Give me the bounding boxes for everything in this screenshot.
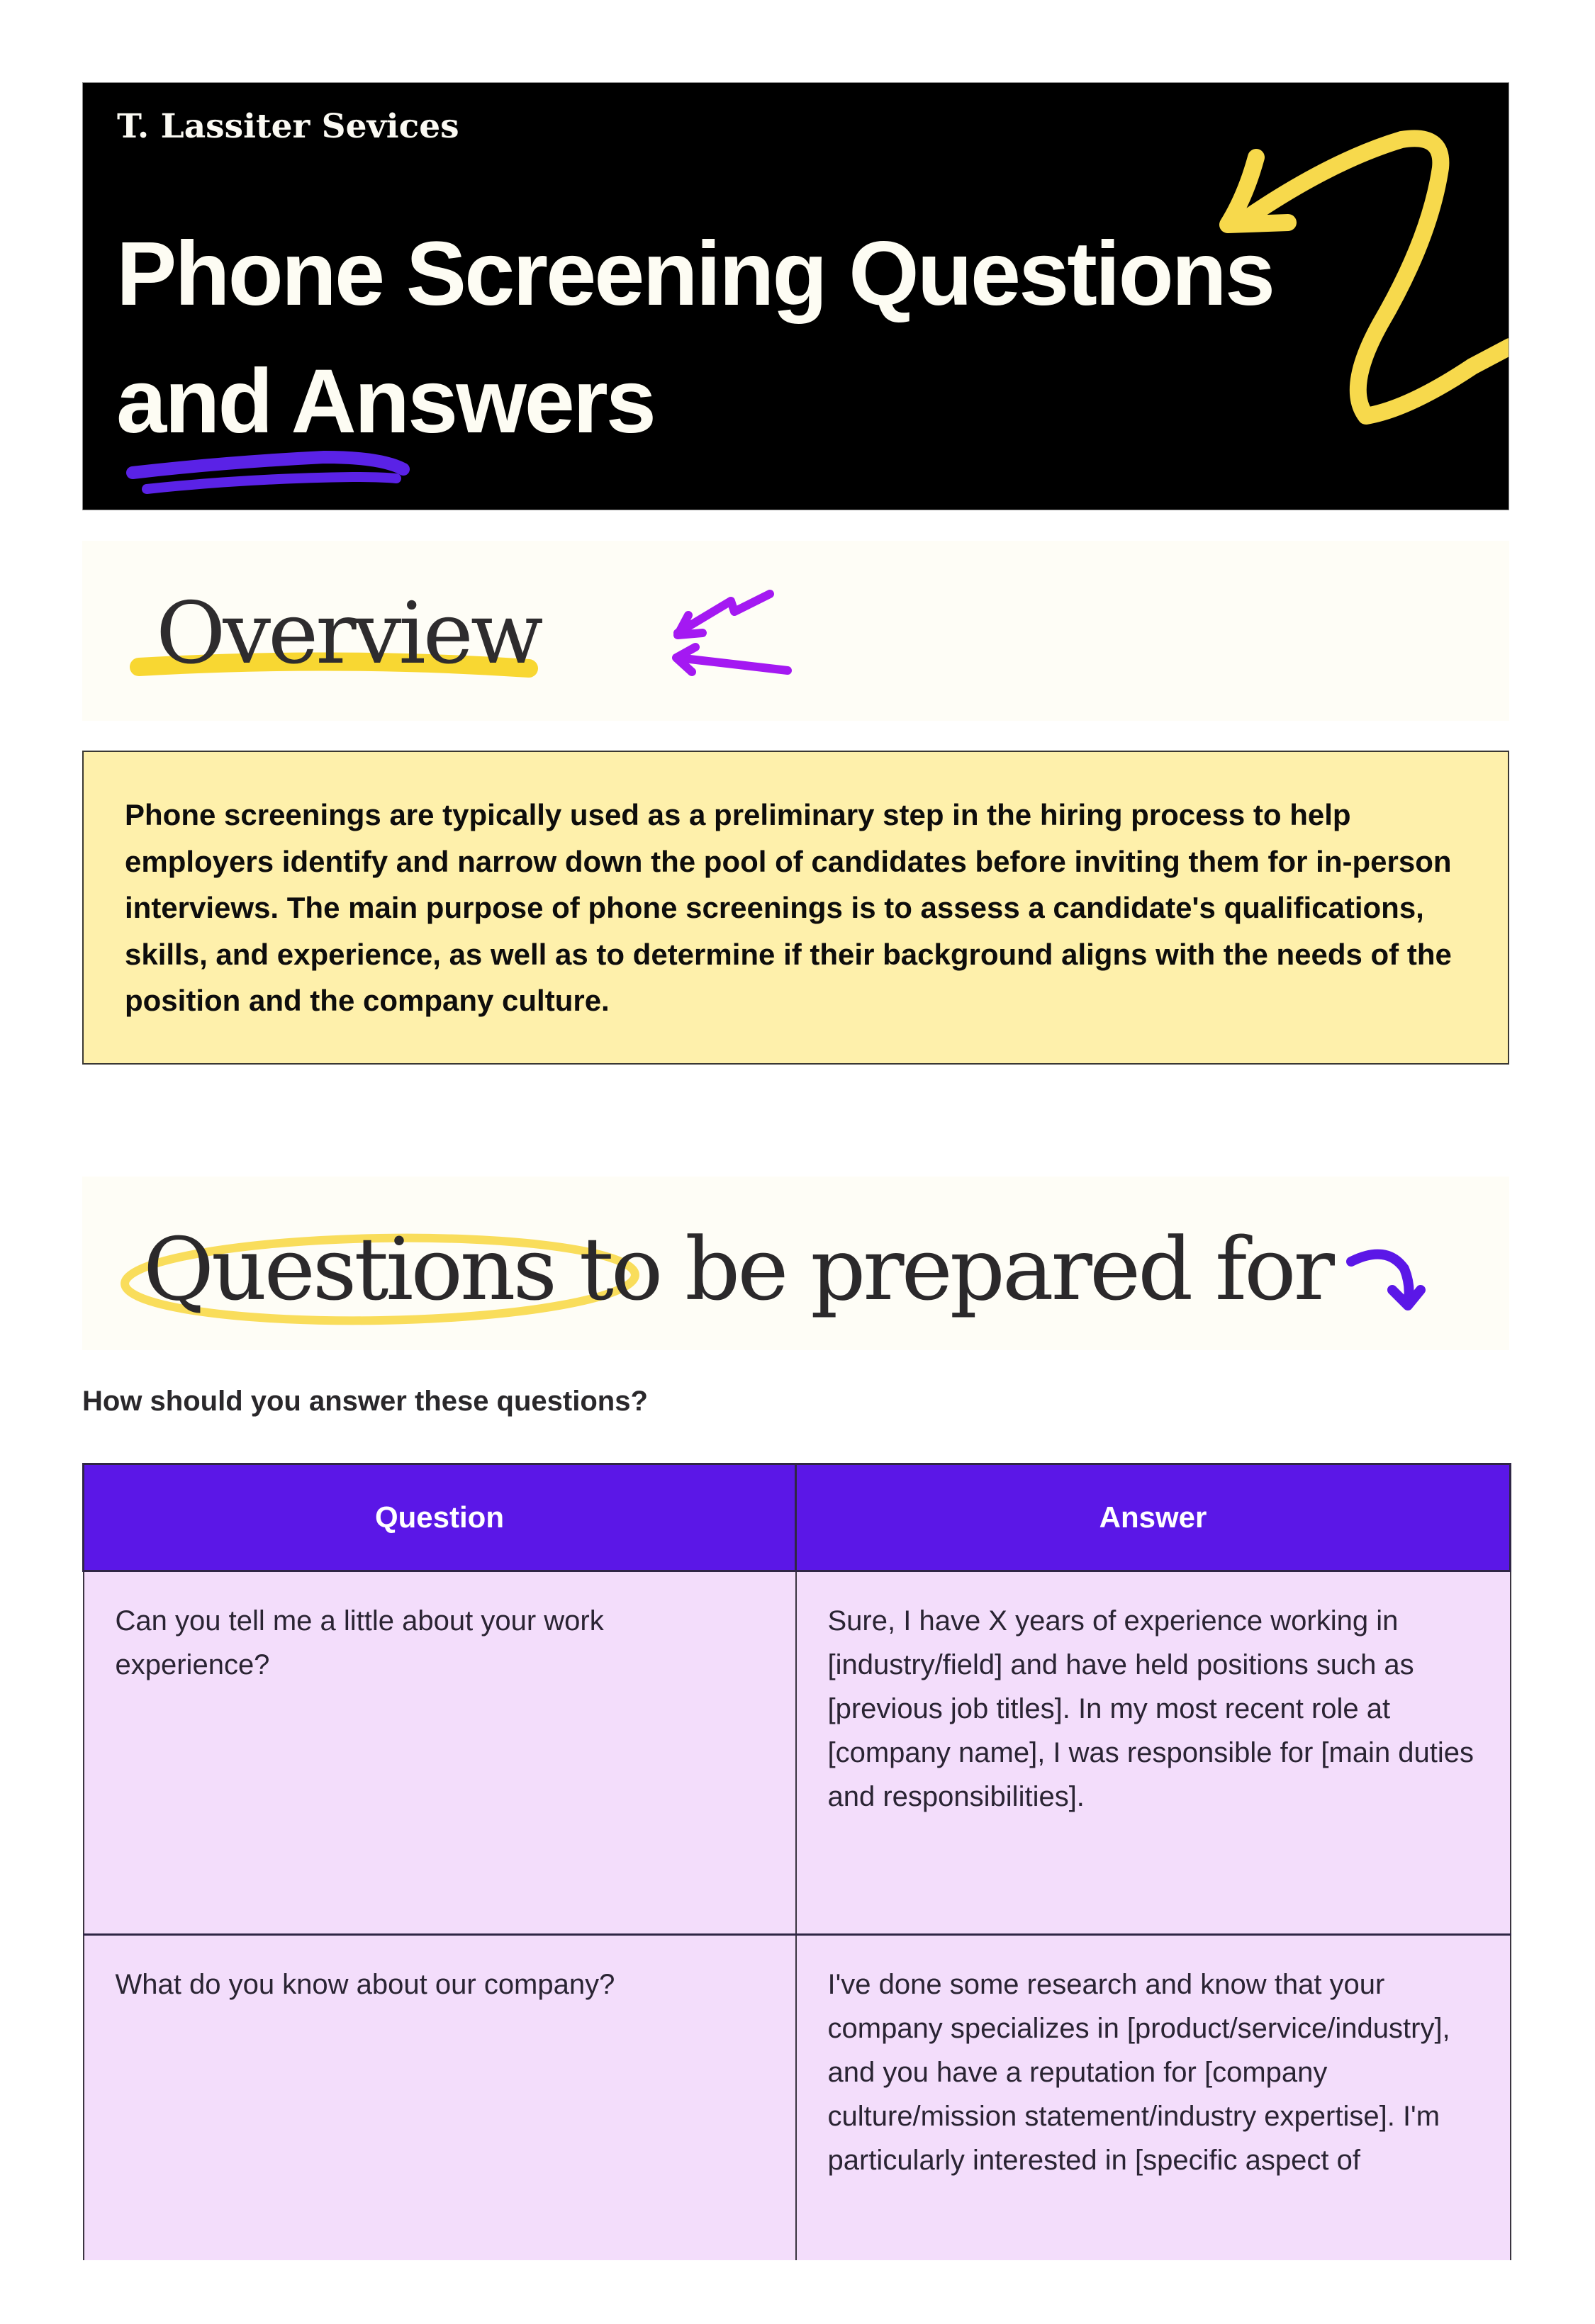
curved-arrow-down-icon — [1337, 1240, 1436, 1318]
answer-cell: Sure, I have X years of experience working in [industry/field] and have held positions such as [previous job titles]. In my most recent role at [company name], I was responsible for [main duties and responsibilities]. — [796, 1571, 1511, 1935]
column-header-question: Question — [84, 1464, 796, 1571]
overview-body: Phone screenings are typically used as a preliminary step in the hiring process to help employers identify and narrow down the pool of candidates before inviting them for in-person interviews. The main purpose of phone screenings is to assess a candidate's qualifications, skills, and experience, as well as to determine if their background aligns with the needs of the position and the company culture. — [125, 798, 1452, 1017]
page-title — [116, 210, 1273, 466]
hero-header — [82, 82, 1509, 510]
questions-heading-band — [82, 1177, 1509, 1350]
purple-arrows-icon — [664, 580, 805, 679]
question-cell: Can you tell me a little about your work experience? — [84, 1571, 796, 1935]
brand-name: T. Lassiter Sevices — [117, 107, 459, 146]
question-cell: What do you know about our company? — [84, 1935, 796, 2261]
column-header-answer: Answer — [796, 1464, 1511, 1571]
qa-table — [82, 1463, 1511, 2260]
questions-heading: Questions to be prepared for — [143, 1219, 1332, 1320]
table-row — [84, 1571, 1511, 1935]
overview-heading-band — [82, 541, 1509, 721]
table-row — [84, 1935, 1511, 2261]
page-title-line-1: Phone Screening Questions — [116, 223, 1273, 325]
overview-callout — [82, 751, 1509, 1065]
questions-subheading: How should you answer these questions? — [82, 1386, 648, 1417]
page-title-line-2: and Answers — [116, 351, 654, 452]
answer-cell: I've done some research and know that your company specializes in [product/service/industry], and you have a reputation for [company culture/mission statement/industry expertise]. I'm particularly interested in [specific aspect of — [796, 1935, 1511, 2261]
table-header-row — [84, 1464, 1511, 1571]
overview-heading: Overview — [156, 585, 541, 683]
